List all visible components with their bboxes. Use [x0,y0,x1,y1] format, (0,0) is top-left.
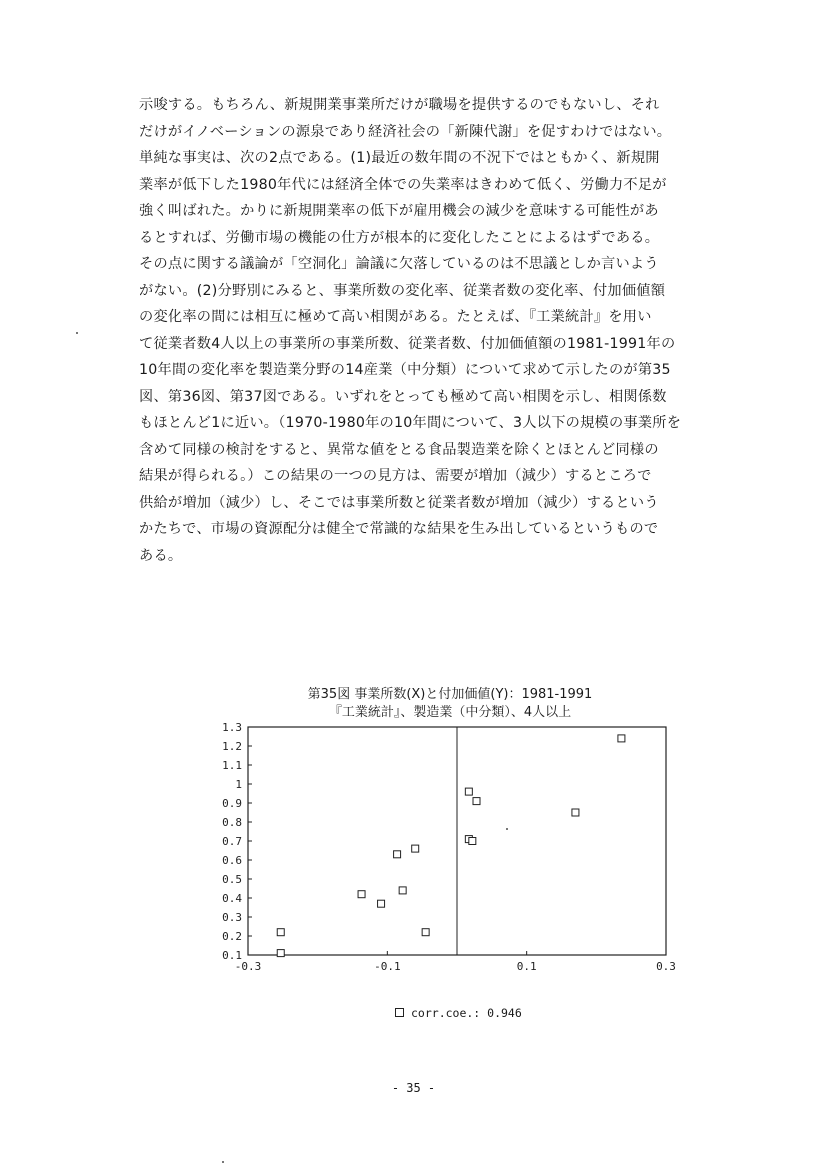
body-line: もほとんど1に近い。（1970-1980年の10年間について、3人以下の規模の事業所を [139,415,682,431]
chart-legend [395,1006,522,1020]
body-line: て従業者数4人以上の事業所の事業所数、従業者数、付加価値額の1981-1991年の [139,335,676,352]
body-paragraph [139,92,729,569]
scan-speck [506,828,508,830]
figure-subtitle: 『工業統計』、製造業（中分類）、4人以上 [328,705,572,720]
legend-square-marker-icon [395,1008,404,1017]
data-point [358,891,365,898]
x-tick-label: -0.1 [374,960,401,973]
scan-speck [76,332,78,334]
data-point [473,798,480,805]
body-line: 業率が低下した1980年代には経済全体での失業率はきわめて低く、労働力不足が [139,176,667,193]
data-point [394,851,401,858]
y-tick-label: 1 [235,778,242,791]
y-tick-label: 1.1 [222,759,242,772]
body-line: だけがイノベーションの源泉であり経済社会の「新陳代謝」を促すわけではない。 [139,123,672,140]
page-number: - 35 - [391,1081,436,1095]
y-tick-label: 0.3 [222,911,242,924]
data-point [277,929,284,936]
x-tick-label: 0.1 [516,960,537,973]
scatter-chart [200,716,680,981]
body-line: 供給が増加（減少）し、そこでは事業所数と従業者数が増加（減少）するという [139,494,659,511]
body-line: 単純な事実は、次の2点である。(1)最近の数年間の不況下ではともかく、新規開 [139,150,660,166]
data-point [277,950,284,957]
body-line: 10年間の変化率を製造業分野の14産業（中分類）について求めて示したのが第35 [139,362,671,378]
body-line: 含めて同様の検討をすると、異常な値をとる食品製造業を除くとほとんど同様の [139,441,659,458]
data-point [412,845,419,852]
body-line: がない。(2)分野別にみると、事業所数の変化率、従業者数の変化率、付加価値額 [139,282,666,299]
data-point [572,809,579,816]
body-line: の変化率の間には相互に極めて高い相関がある。たとえば、『工業統計』を用い [139,309,652,325]
body-line: 結果が得られる。）この結果の一つの見方は、需要が増加（減少）するところで [139,468,652,484]
y-tick-label: 0.6 [222,854,242,867]
body-line: かたちで、市場の資源配分は健全で常識的な結果を生み出しているというもので [139,521,659,537]
y-tick-label: 1.2 [222,740,242,753]
y-tick-label: 0.7 [222,835,242,848]
y-tick-label: 0.8 [222,816,242,829]
body-line: るとすれば、労働市場の機能の仕方が根本的に変化したことによるはずである。 [139,229,660,246]
x-tick-label: -0.3 [234,960,262,973]
data-point [378,900,385,907]
data-point [469,838,476,845]
x-tick-label: 0.3 [656,960,676,973]
data-point [618,735,625,742]
y-tick-label: 0.5 [222,873,242,886]
body-line: ある。 [139,547,183,564]
body-line: 図、第36図、第37図である。いずれをとっても極めて高い相関を示し、相関係数 [139,388,667,405]
y-tick-label: 0.4 [222,892,242,905]
body-line: 示唆する。もちろん、新規開業事業所だけが職場を提供するのでもないし、それ [139,97,660,113]
legend-label: corr.coe.: 0.946 [411,1006,522,1020]
y-tick-label: 0.2 [222,930,242,943]
data-point [422,929,429,936]
figure-title: 第35図 事業所数(X)と付加価値(Y)：1981-1991 [307,687,593,702]
data-point [465,788,472,795]
data-point [399,887,406,894]
body-line: その点に関する議論が「空洞化」論議に欠落しているのは不思議としか言いよう [139,256,659,272]
y-tick-label: 1.3 [222,721,242,734]
y-tick-label: 0.1 [222,949,242,962]
scan-speck [222,1161,224,1163]
y-tick-label: 0.9 [222,797,242,810]
body-line: 強く叫ばれた。かりに新規開業率の低下が雇用機会の減少を意味する可能性があ [139,203,659,219]
